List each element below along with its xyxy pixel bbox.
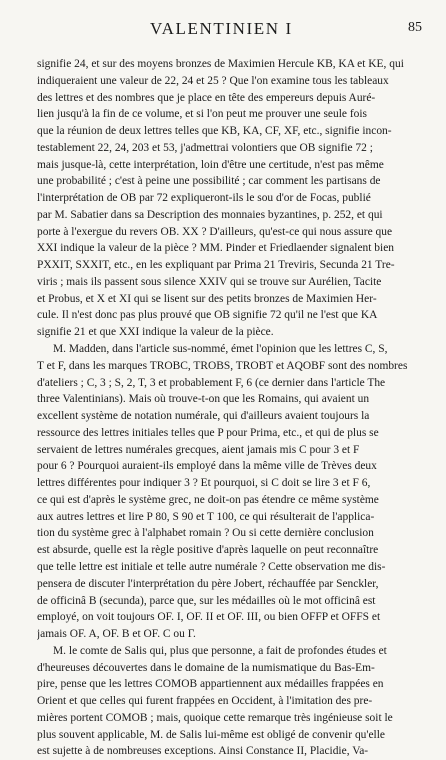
text-line: et Probus, et X et XI qui se lisent sur des petits bronzes de Maximien Her- xyxy=(37,292,377,305)
text-line: T et F, dans les marques TROBC, TROBS, TROBT et AQOBF sont des nombres xyxy=(37,359,408,372)
text-line: tion du système grec à l'alphabet romain ? Ou si cette dernière conclusion xyxy=(37,527,374,540)
text-line: PXXIT, SXXIT, etc., en les expliquant par Prima 21 Treviris, Secunda 21 Tre- xyxy=(37,259,395,272)
text-line: indiqueraient une valeur de 22, 24 et 25 ? Que l'on examine tous les tableaux xyxy=(37,74,389,87)
text-line: three Valentinians). Mais où trouve-t-on que les Romains, qui avaient un xyxy=(37,393,370,406)
text-line: cule. Il n'est donc pas plus prouvé que OB signifie 72 qu'il ne l'est que KA xyxy=(37,309,378,322)
text-line: une probabilité ; c'est à peine une possibilité ; car comment les partisans de xyxy=(37,175,381,188)
text-line: lien jusqu'à la fin de ce volume, et si l'on peut me prouver une seule fois xyxy=(37,108,368,121)
text-line: est absurde, quelle est la règle positive d'après laquelle on peut reconnaître xyxy=(37,544,379,557)
text-line: plus souvent applicable, M. de Salis lui-même est obligé de convenir qu'elle xyxy=(37,728,385,741)
text-line: que telle lettre est initiale et telle autre numérale ? Cette observation me dis- xyxy=(37,560,386,573)
text-line: l'interprétation de OB par 72 expliqueront-ils le sou d'or de Focas, publié xyxy=(37,192,371,205)
text-line: mais jusque-là, cette interprétation, loin d'être une certitude, n'est pas même xyxy=(37,158,384,171)
text-line: par M. Sabatier dans sa Description des monnaies byzantines, p. 252, et qui xyxy=(37,208,383,221)
text-line: ce qui est d'après le système grec, ne doit-on pas étendre ce même système xyxy=(37,493,379,506)
text-line: aux autres lettres et lire P 80, S 90 et T 100, ce qui résulterait de l'applica- xyxy=(37,510,375,523)
text-line: excellent système de notation numérale, qui d'ailleurs avaient toujours la xyxy=(37,410,370,423)
text-line: viris ; mais ils passent sous silence XXIV qui se trouve sur Aurélien, Tacite xyxy=(37,275,382,288)
text-line: testablement 22, 24, 203 et 53, j'admettrai volontiers que OB signifie 72 ; xyxy=(37,141,373,154)
text-line: pour 6 ? Pourquoi auraient-ils employé dans la même ville de Trèves deux xyxy=(37,460,377,473)
text-line: M. le comte de Salis qui, plus que personne, a fait de profondes études et xyxy=(53,644,387,657)
text-line: jamais OF. A, OF. B et OF. C ou Γ. xyxy=(37,628,196,641)
text-line: de officinâ B (secunda), parce que, sur les médailles où le mot officinâ est xyxy=(37,594,376,607)
text-line: servaient de lettres numérales grecques, aient jamais mis C pour 3 et F xyxy=(37,443,360,456)
text-line: est sujette à de nombreuses exceptions. Ainsi Constance II, Placidie, Va- xyxy=(37,745,369,758)
text-line: Orient et que celles qui furent frappées en Occident, à l'imitation des pre- xyxy=(37,695,373,708)
text-line: mières portent COMOB ; mais, quoique cette remarque très ingénieuse soit le xyxy=(37,711,393,724)
text-line: M. Madden, dans l'article sus-nommé, émet l'opinion que les lettres C, S, xyxy=(53,343,388,356)
text-line: ressource des lettres initiales telles que P pour Prima, etc., et qui de plus se xyxy=(37,426,379,439)
body-text xyxy=(37,56,426,760)
text-line: lettres différentes pour indiquer 3 ? Et pourquoi, si C doit se lire 3 et F 6, xyxy=(37,477,371,490)
page-number: 85 xyxy=(408,20,422,35)
text-line: porte à l'exergue du revers OB. XX ? D'ailleurs, qu'est-ce qui nous assure que xyxy=(37,225,393,238)
text-line: signifie 21 et que XXI indique la valeur de la pièce. xyxy=(37,326,274,339)
text-line: employé, on voit toujours OF. I, OF. II et OF. III, ou bien OFFP et OFFS et xyxy=(37,611,381,624)
page-header xyxy=(0,19,446,41)
text-line: que la réunion de deux lettres telles que KB, KA, CF, XF, etc., signifie incon- xyxy=(37,125,392,138)
running-title: VALENTINIEN I xyxy=(150,19,293,38)
text-line: des lettres et des nombres que je place en tête des empereurs depuis Auré- xyxy=(37,91,376,104)
text-line: d'heureuses découvertes dans le domaine de la numismatique du Bas-Em- xyxy=(37,661,375,674)
text-line: signifie 24, et sur des moyens bronzes de Maximien Hercule KB, KA et KE, qui xyxy=(37,58,404,70)
text-line: pire, pense que les lettres COMOB appartiennent aux médailles frappées en xyxy=(37,678,384,691)
text-line: d'ateliers ; C, 3 ; S, 2, T, 3 et probablement F, 6 (ce dernier dans l'article The xyxy=(37,376,386,389)
text-line: XXI indique la valeur de la pièce ? MM. Pinder et Friedlaender signalent bien xyxy=(37,242,394,255)
text-line: pensera de discuter l'interprétation du père Jobert, réchauffée par Senckler, xyxy=(37,577,379,590)
